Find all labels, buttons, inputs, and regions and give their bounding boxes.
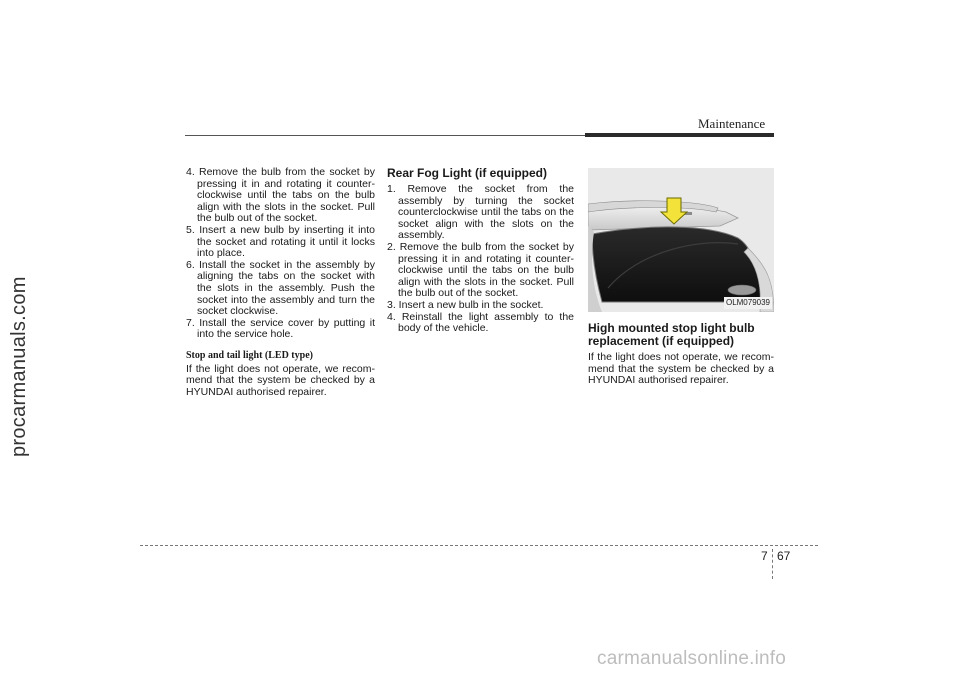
step-5: 5. Insert a new bulb by inserting it into the socket and rotating it until it locks into place.	[186, 223, 375, 260]
column-2	[387, 167, 574, 335]
fog-step-1: 1. Remove the socket from the assembly by turning the socket counterclockwise until the tabs on the socket align with the slots on the assembly.	[387, 183, 574, 242]
step-7: 7. Install the service cover by putting it into the service hole.	[186, 316, 375, 341]
page-number: 67	[777, 549, 791, 563]
header-rule	[185, 135, 585, 136]
footer-rule	[140, 545, 818, 546]
section-header: Maintenance	[698, 116, 766, 131]
high-mount-stop-heading: High mounted stop light bulb replacement (if equipped)	[588, 321, 755, 348]
fog-step-4: 4. Reinstall the light assembly to the body of the vehicle.	[387, 310, 574, 335]
column-1	[186, 167, 375, 398]
chapter-number: 7	[761, 549, 768, 563]
fog-step-3: 3. Insert a new bulb in the socket.	[387, 298, 544, 311]
led-subheading: Stop and tail light (LED type)	[186, 349, 313, 361]
bottom-watermark: carmanualsonline.info	[597, 648, 787, 669]
rear-fog-steps-list	[387, 184, 574, 335]
header-rule-accent	[585, 133, 774, 137]
rear-window-figure	[588, 168, 774, 312]
fog-step-2: 2. Remove the bulb from the socket by pressing it in and rotating it counter-clockwise until the tabs on the bulb align with the slots in the socket. Pull the bulb out of the socket.	[387, 240, 574, 300]
footer-divider	[772, 549, 773, 579]
column-3	[588, 168, 774, 387]
rear-window-illustration	[588, 168, 774, 312]
step-6: 6. Install the socket in the assembly by aligning the tabs on the socket with the slots in the assembly. Push the socket into the assembly and turn the socket clockwise.	[186, 258, 375, 318]
bulb-steps-list	[186, 167, 375, 341]
step-4: 4. Remove the bulb from the socket by pressing it in and rotating it counter-clockwise until the tabs on the bulb align with the slots in the socket. Pull the bulb out of the socket.	[186, 166, 375, 225]
figure-caption: OLM079039	[725, 298, 770, 308]
led-paragraph: If the light does not operate, we recom-mend that the system be checked by a HYUNDAI authorised repairer.	[186, 362, 375, 398]
high-mount-stop-paragraph: If the light does not operate, we recom-mend that the system be checked by a HYUNDAI authorised repairer.	[588, 351, 774, 387]
rear-fog-heading: Rear Fog Light (if equipped)	[387, 166, 547, 180]
side-watermark: procarmanuals.com	[8, 276, 30, 457]
